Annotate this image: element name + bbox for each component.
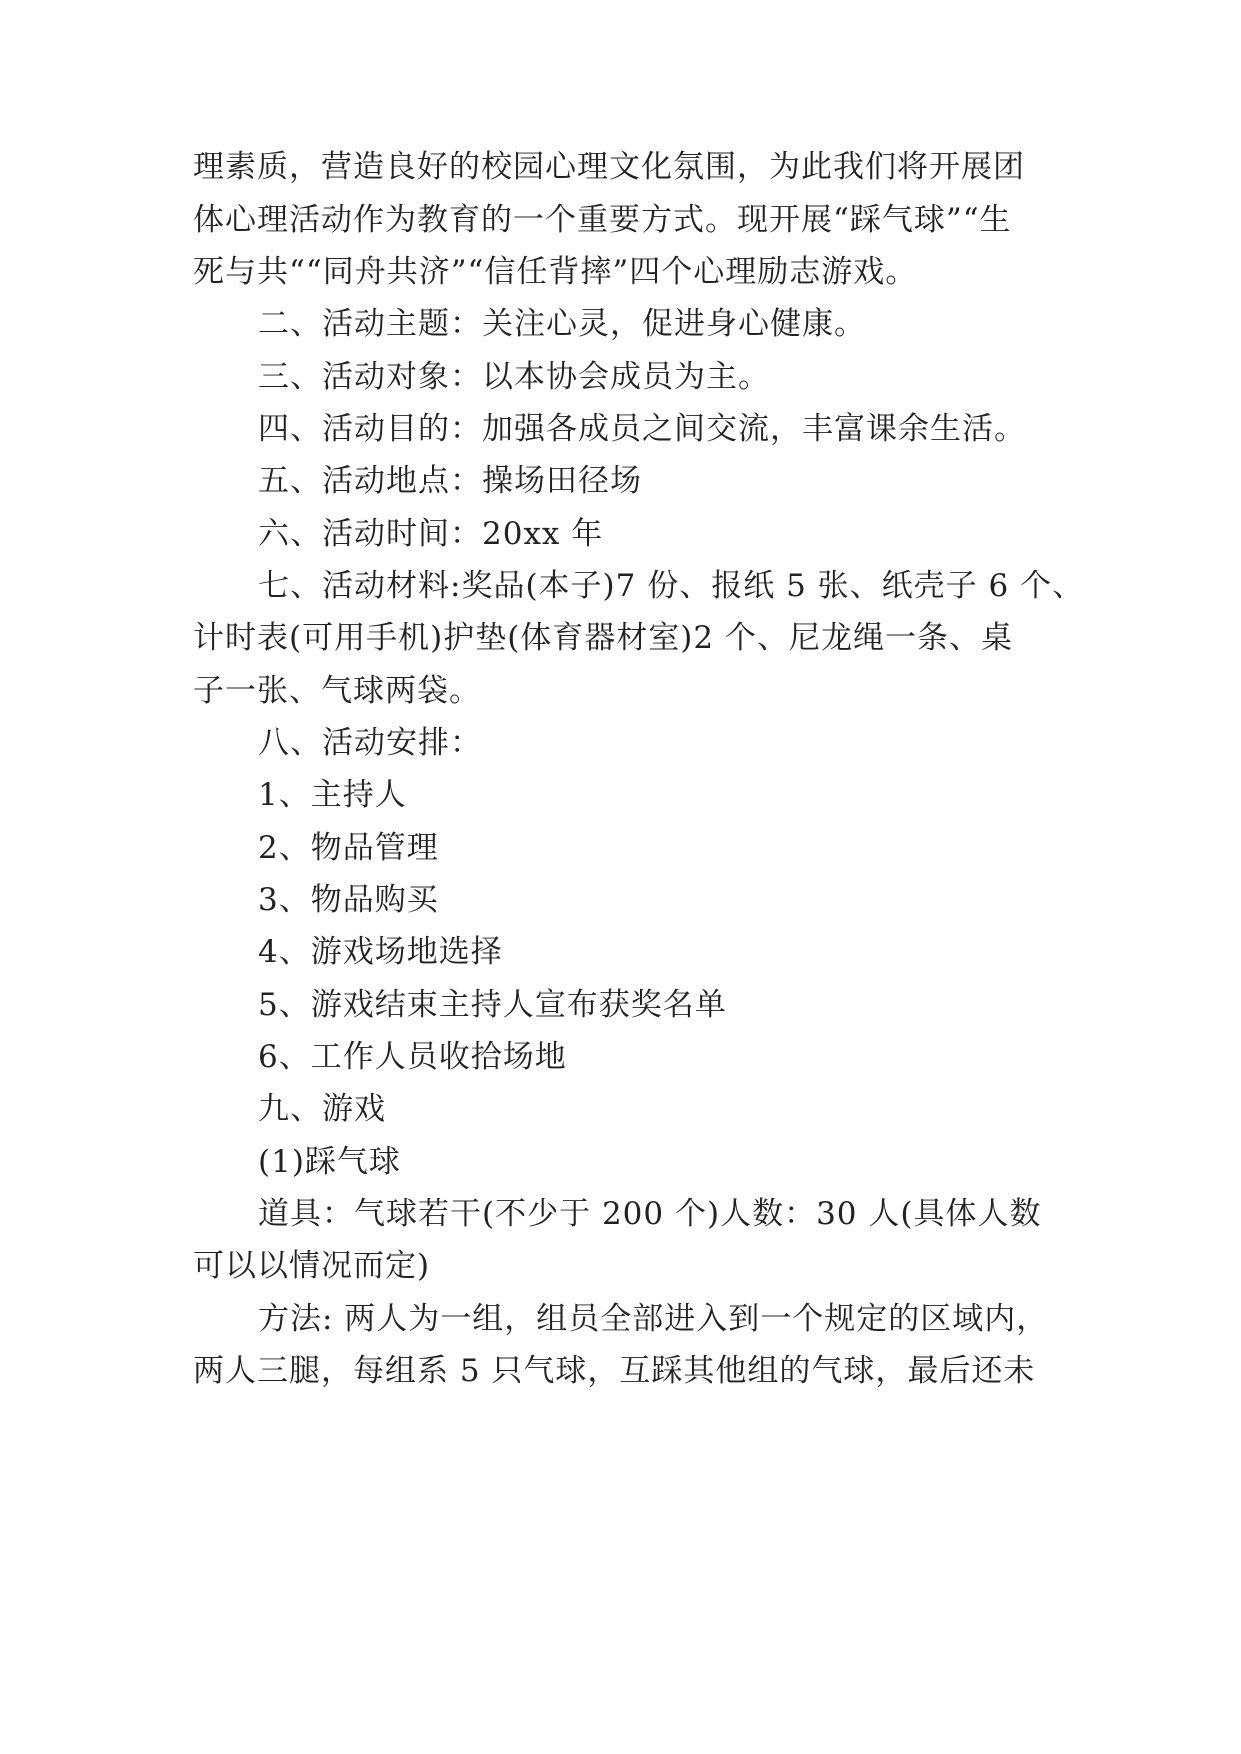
text-line: (1)踩气球 [258, 1144, 401, 1180]
text-line: 4、游戏场地选择 [258, 934, 503, 970]
text-line: 五、活动地点：操场田径场 [258, 463, 642, 499]
text-line: 计时表(可用手机)护垫(体育器材室)2 个、尼龙绳一条、桌 [193, 620, 1013, 656]
text-line: 七、活动材料:奖品(本子)7 份、报纸 5 张、纸壳子 6 个、 [258, 568, 1085, 604]
text-line: 道具：气球若干(不少于 200 个)人数：30 人(具体人数 [258, 1196, 1042, 1232]
text-line: 六、活动时间：20xx 年 [258, 516, 604, 552]
text-line: 二、活动主题：关注心灵，促进身心健康。 [258, 306, 866, 342]
text-line: 1、主持人 [258, 777, 407, 813]
text-line: 四、活动目的：加强各成员之间交流，丰富课余生活。 [258, 411, 1026, 447]
text-line: 死与共““同舟共济”“信任背摔”四个心理励志游戏。 [193, 254, 918, 290]
text-line: 可以以情况而定) [193, 1248, 431, 1284]
text-line: 九、游戏 [258, 1091, 386, 1127]
text-line: 子一张、气球两袋。 [193, 673, 481, 709]
text-line: 两人三腿，每组系 5 只气球，互踩其他组的气球，最后还未 [193, 1353, 1036, 1389]
text-line: 体心理活动作为教育的一个重要方式。现开展“踩气球”“生 [193, 202, 1012, 238]
text-line: 三、活动对象：以本协会成员为主。 [258, 359, 770, 395]
text-line: 5、游戏结束主持人宣布获奖名单 [258, 987, 727, 1023]
text-line: 6、工作人员收拾场地 [258, 1039, 567, 1075]
text-line: 3、物品购买 [258, 882, 439, 918]
text-line: 八、活动安排： [258, 725, 482, 761]
text-line: 2、物品管理 [258, 830, 439, 866]
text-line: 理素质，营造良好的校园心理文化氛围，为此我们将开展团 [193, 149, 1025, 185]
text-line: 方法: 两人为一组，组员全部进入到一个规定的区域内， [258, 1301, 1049, 1337]
